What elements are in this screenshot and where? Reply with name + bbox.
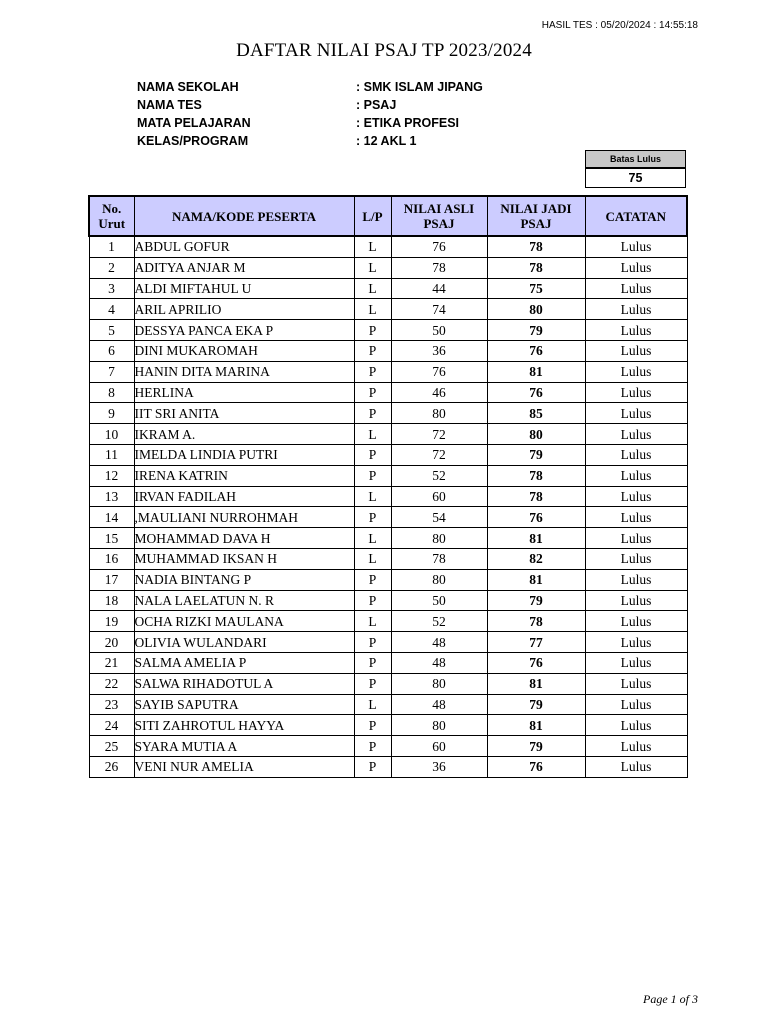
cell-nilai-asli: 36	[391, 756, 487, 777]
cell-nilai-jadi: 78	[487, 236, 585, 257]
table-row	[89, 257, 687, 278]
cell-name: VENI NUR AMELIA	[134, 756, 354, 777]
cell-nilai-jadi: 78	[487, 257, 585, 278]
info-block	[137, 78, 483, 150]
cell-no: 12	[89, 465, 134, 486]
table-row	[89, 756, 687, 777]
cell-nilai-asli: 80	[391, 403, 487, 424]
cell-catatan: Lulus	[585, 320, 687, 341]
cell-lp: L	[354, 257, 391, 278]
cell-nilai-asli: 80	[391, 528, 487, 549]
cell-name: NALA LAELATUN N. R	[134, 590, 354, 611]
cell-nilai-asli: 54	[391, 507, 487, 528]
cell-lp: P	[354, 756, 391, 777]
cell-name: IMELDA LINDIA PUTRI	[134, 444, 354, 465]
cell-nilai-jadi: 82	[487, 548, 585, 569]
table-row	[89, 673, 687, 694]
cell-name: ARIL APRILIO	[134, 299, 354, 320]
cell-lp: P	[354, 340, 391, 361]
cell-nilai-asli: 48	[391, 694, 487, 715]
cell-nilai-jadi: 76	[487, 652, 585, 673]
cell-nilai-asli: 36	[391, 340, 487, 361]
cell-nilai-jadi: 76	[487, 340, 585, 361]
cell-nilai-jadi: 80	[487, 424, 585, 445]
table-row	[89, 278, 687, 299]
cell-catatan: Lulus	[585, 299, 687, 320]
cell-no: 9	[89, 403, 134, 424]
cell-nilai-asli: 76	[391, 236, 487, 257]
table-row	[89, 465, 687, 486]
header-nilai-jadi: NILAI JADI PSAJ	[487, 196, 585, 236]
info-value: : ETIKA PROFESI	[356, 116, 460, 130]
cell-lp: P	[354, 382, 391, 403]
cell-catatan: Lulus	[585, 486, 687, 507]
table-row	[89, 632, 687, 653]
cell-no: 25	[89, 736, 134, 757]
cell-nilai-jadi: 78	[487, 611, 585, 632]
cell-lp: P	[354, 507, 391, 528]
cell-lp: L	[354, 424, 391, 445]
cell-name: IKRAM A.	[134, 424, 354, 445]
header-nilai-asli: NILAI ASLI PSAJ	[391, 196, 487, 236]
cell-no: 16	[89, 548, 134, 569]
cell-name: ABDUL GOFUR	[134, 236, 354, 257]
cell-catatan: Lulus	[585, 756, 687, 777]
cell-catatan: Lulus	[585, 507, 687, 528]
cell-no: 10	[89, 424, 134, 445]
cell-nilai-asli: 72	[391, 444, 487, 465]
grades-table	[88, 195, 688, 778]
cell-catatan: Lulus	[585, 673, 687, 694]
cell-nilai-asli: 78	[391, 548, 487, 569]
cell-name: NADIA BINTANG P	[134, 569, 354, 590]
cell-name: OLIVIA WULANDARI	[134, 632, 354, 653]
cell-catatan: Lulus	[585, 528, 687, 549]
cell-catatan: Lulus	[585, 611, 687, 632]
cell-nilai-jadi: 80	[487, 299, 585, 320]
passing-threshold-box	[585, 150, 686, 188]
cell-no: 17	[89, 569, 134, 590]
cell-catatan: Lulus	[585, 382, 687, 403]
cell-name: SALMA AMELIA P	[134, 652, 354, 673]
table-row	[89, 736, 687, 757]
table-row	[89, 548, 687, 569]
cell-name: SALWA RIHADOTUL A	[134, 673, 354, 694]
cell-catatan: Lulus	[585, 465, 687, 486]
cell-name: ADITYA ANJAR M	[134, 257, 354, 278]
passing-threshold-label: Batas Lulus	[586, 151, 685, 168]
cell-nilai-asli: 52	[391, 465, 487, 486]
cell-lp: L	[354, 694, 391, 715]
cell-no: 6	[89, 340, 134, 361]
info-label: MATA PELAJARAN	[137, 116, 251, 130]
cell-nilai-asli: 50	[391, 590, 487, 611]
cell-catatan: Lulus	[585, 403, 687, 424]
cell-no: 13	[89, 486, 134, 507]
cell-name: ALDI MIFTAHUL U	[134, 278, 354, 299]
cell-nilai-jadi: 75	[487, 278, 585, 299]
cell-lp: L	[354, 236, 391, 257]
cell-no: 14	[89, 507, 134, 528]
cell-lp: P	[354, 403, 391, 424]
cell-lp: P	[354, 569, 391, 590]
cell-nilai-jadi: 79	[487, 444, 585, 465]
table-row	[89, 694, 687, 715]
info-row-subject	[137, 114, 483, 132]
table-row	[89, 236, 687, 257]
header-name: NAMA/KODE PESERTA	[134, 196, 354, 236]
cell-nilai-asli: 52	[391, 611, 487, 632]
cell-nilai-jadi: 79	[487, 694, 585, 715]
cell-name: OCHA RIZKI MAULANA	[134, 611, 354, 632]
page-title: DAFTAR NILAI PSAJ TP 2023/2024	[236, 40, 532, 61]
cell-catatan: Lulus	[585, 361, 687, 382]
cell-nilai-asli: 72	[391, 424, 487, 445]
table-row	[89, 403, 687, 424]
cell-lp: P	[354, 361, 391, 382]
cell-nilai-asli: 48	[391, 652, 487, 673]
table-row	[89, 569, 687, 590]
cell-nilai-asli: 80	[391, 715, 487, 736]
header-catatan: CATATAN	[585, 196, 687, 236]
cell-lp: L	[354, 486, 391, 507]
cell-lp: L	[354, 611, 391, 632]
cell-nilai-jadi: 81	[487, 361, 585, 382]
cell-lp: P	[354, 652, 391, 673]
cell-catatan: Lulus	[585, 444, 687, 465]
table-body	[89, 236, 687, 777]
table-row	[89, 715, 687, 736]
cell-no: 26	[89, 756, 134, 777]
cell-lp: P	[354, 673, 391, 694]
cell-name: IRENA KATRIN	[134, 465, 354, 486]
cell-name: SYARA MUTIA A	[134, 736, 354, 757]
cell-name: DINI MUKAROMAH	[134, 340, 354, 361]
table-row	[89, 590, 687, 611]
info-value: : PSAJ	[356, 98, 397, 112]
cell-lp: P	[354, 632, 391, 653]
info-label: NAMA SEKOLAH	[137, 80, 239, 94]
cell-lp: L	[354, 278, 391, 299]
cell-name: HERLINA	[134, 382, 354, 403]
cell-no: 19	[89, 611, 134, 632]
cell-no: 15	[89, 528, 134, 549]
table-row	[89, 361, 687, 382]
cell-lp: L	[354, 299, 391, 320]
table-header-row	[89, 196, 687, 236]
table-row	[89, 444, 687, 465]
cell-catatan: Lulus	[585, 736, 687, 757]
cell-catatan: Lulus	[585, 340, 687, 361]
table-row	[89, 528, 687, 549]
cell-lp: L	[354, 548, 391, 569]
cell-lp: P	[354, 715, 391, 736]
cell-lp: P	[354, 590, 391, 611]
cell-nilai-jadi: 78	[487, 465, 585, 486]
info-value: : SMK ISLAM JIPANG	[356, 80, 483, 94]
cell-lp: P	[354, 465, 391, 486]
cell-name: IRVAN FADILAH	[134, 486, 354, 507]
cell-nilai-jadi: 76	[487, 756, 585, 777]
info-row-test	[137, 96, 483, 114]
cell-nilai-asli: 80	[391, 673, 487, 694]
cell-nilai-jadi: 76	[487, 382, 585, 403]
cell-no: 22	[89, 673, 134, 694]
table-row	[89, 611, 687, 632]
table-row	[89, 320, 687, 341]
cell-no: 8	[89, 382, 134, 403]
cell-nilai-jadi: 79	[487, 590, 585, 611]
cell-no: 21	[89, 652, 134, 673]
cell-nilai-asli: 80	[391, 569, 487, 590]
cell-lp: P	[354, 736, 391, 757]
cell-catatan: Lulus	[585, 632, 687, 653]
cell-nilai-jadi: 77	[487, 632, 585, 653]
cell-catatan: Lulus	[585, 590, 687, 611]
page-number: Page 1 of 3	[643, 992, 698, 1006]
cell-catatan: Lulus	[585, 278, 687, 299]
cell-catatan: Lulus	[585, 569, 687, 590]
cell-name: ,MAULIANI NURROHMAH	[134, 507, 354, 528]
cell-nilai-asli: 60	[391, 486, 487, 507]
cell-nilai-jadi: 81	[487, 673, 585, 694]
info-label: KELAS/PROGRAM	[137, 134, 249, 148]
cell-nilai-jadi: 81	[487, 528, 585, 549]
cell-name: IIT SRI ANITA	[134, 403, 354, 424]
cell-nilai-jadi: 81	[487, 715, 585, 736]
table-row	[89, 507, 687, 528]
cell-no: 24	[89, 715, 134, 736]
cell-catatan: Lulus	[585, 694, 687, 715]
header-lp: L/P	[354, 196, 391, 236]
cell-name: MOHAMMAD DAVA H	[134, 528, 354, 549]
table-row	[89, 652, 687, 673]
cell-catatan: Lulus	[585, 548, 687, 569]
info-row-class	[137, 132, 483, 150]
cell-nilai-asli: 78	[391, 257, 487, 278]
cell-no: 20	[89, 632, 134, 653]
cell-no: 1	[89, 236, 134, 257]
cell-no: 2	[89, 257, 134, 278]
cell-name: SAYIB SAPUTRA	[134, 694, 354, 715]
info-row-school	[137, 78, 483, 96]
cell-no: 11	[89, 444, 134, 465]
cell-nilai-asli: 46	[391, 382, 487, 403]
cell-nilai-asli: 50	[391, 320, 487, 341]
table-row	[89, 382, 687, 403]
cell-nilai-asli: 44	[391, 278, 487, 299]
print-timestamp: HASIL TES : 05/20/2024 : 14:55:18	[541, 20, 698, 31]
cell-nilai-jadi: 79	[487, 320, 585, 341]
info-value: : 12 AKL 1	[356, 134, 417, 148]
cell-lp: P	[354, 320, 391, 341]
cell-nilai-asli: 74	[391, 299, 487, 320]
cell-no: 18	[89, 590, 134, 611]
cell-no: 4	[89, 299, 134, 320]
cell-nilai-jadi: 85	[487, 403, 585, 424]
cell-name: MUHAMMAD IKSAN H	[134, 548, 354, 569]
cell-lp: P	[354, 444, 391, 465]
cell-no: 5	[89, 320, 134, 341]
cell-name: HANIN DITA MARINA	[134, 361, 354, 382]
cell-name: SITI ZAHROTUL HAYYA	[134, 715, 354, 736]
header-no: No. Urut	[89, 196, 134, 236]
info-label: NAMA TES	[137, 98, 202, 112]
cell-catatan: Lulus	[585, 652, 687, 673]
cell-nilai-asli: 60	[391, 736, 487, 757]
table-row	[89, 299, 687, 320]
passing-threshold-value: 75	[586, 168, 685, 187]
cell-nilai-asli: 48	[391, 632, 487, 653]
cell-catatan: Lulus	[585, 257, 687, 278]
cell-catatan: Lulus	[585, 236, 687, 257]
cell-nilai-jadi: 78	[487, 486, 585, 507]
cell-name: DESSYA PANCA EKA P	[134, 320, 354, 341]
cell-no: 7	[89, 361, 134, 382]
cell-no: 3	[89, 278, 134, 299]
table-row	[89, 486, 687, 507]
cell-lp: L	[354, 528, 391, 549]
table-row	[89, 424, 687, 445]
table-row	[89, 340, 687, 361]
cell-catatan: Lulus	[585, 424, 687, 445]
cell-nilai-asli: 76	[391, 361, 487, 382]
cell-nilai-jadi: 81	[487, 569, 585, 590]
cell-catatan: Lulus	[585, 715, 687, 736]
cell-no: 23	[89, 694, 134, 715]
cell-nilai-jadi: 76	[487, 507, 585, 528]
cell-nilai-jadi: 79	[487, 736, 585, 757]
